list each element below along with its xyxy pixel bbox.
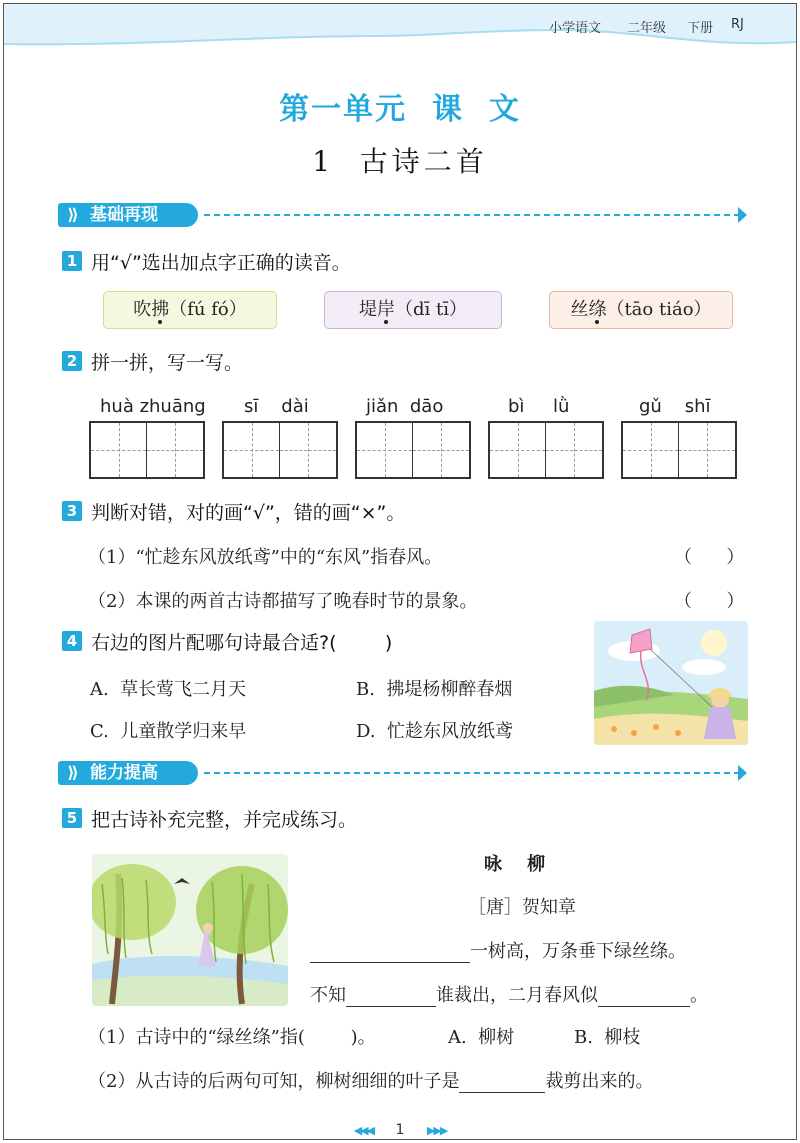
poem-line-1 bbox=[310, 937, 686, 963]
poem-author: ［唐］贺知章 bbox=[468, 897, 576, 918]
q3-statement-2: （2）本课的两首古诗都描写了晚春时节的景象。 bbox=[88, 591, 478, 612]
q3-answer-2[interactable]: （ ） bbox=[674, 591, 745, 612]
q2-prompt: 拼一拼，写一写。 bbox=[91, 352, 244, 374]
writing-grid-4[interactable] bbox=[488, 421, 604, 479]
q1-item-1[interactable] bbox=[103, 291, 277, 329]
poem-line-2-head: 不知 bbox=[310, 985, 346, 1006]
arrows-left-icon: ◀◀◀ bbox=[353, 1124, 374, 1137]
q4-prompt: 右边的图片配哪句诗最合适?( ) bbox=[91, 632, 393, 654]
section-advanced-dashed-line bbox=[204, 772, 740, 774]
willow-illustration bbox=[92, 854, 288, 1006]
kite-girl-illustration bbox=[594, 621, 748, 745]
poem-line-1-text: 一树高，万条垂下绿丝绦。 bbox=[470, 941, 686, 962]
q1-item-1-options: （fú fó） bbox=[169, 299, 247, 320]
pinyin-3: jiǎn dāo bbox=[366, 396, 444, 417]
page-number: 1 bbox=[395, 1122, 405, 1138]
q5-sub1-option-a[interactable]: A. 柳树 bbox=[448, 1027, 515, 1048]
q1-item-2[interactable] bbox=[324, 291, 502, 329]
poem-blank-3[interactable] bbox=[598, 987, 690, 1007]
section-advanced-label: 能力提高 bbox=[90, 763, 158, 783]
pinyin-4: bì lǜ bbox=[508, 396, 570, 417]
q5-sub1-option-b[interactable]: B. 柳枝 bbox=[574, 1027, 641, 1048]
q1-item-2-char: 堤 bbox=[359, 299, 377, 320]
poem-blank-1[interactable] bbox=[310, 943, 470, 963]
runner-icon: ⟫ bbox=[67, 763, 79, 782]
q4-number: 4 bbox=[62, 631, 82, 651]
q4-option-c[interactable]: C. 儿童散学归来早 bbox=[90, 721, 247, 742]
q3-prompt: 判断对错，对的画“√”，错的画“×”。 bbox=[91, 502, 406, 524]
header-wave bbox=[0, 0, 800, 52]
section-advanced-bar bbox=[58, 761, 758, 787]
section-basic-label: 基础再现 bbox=[90, 205, 158, 225]
q3-answer-1[interactable]: （ ） bbox=[674, 547, 745, 568]
q4-option-b[interactable]: B. 拂堤杨柳醉春烟 bbox=[356, 679, 513, 700]
q1-number: 1 bbox=[62, 251, 82, 271]
q4-option-a[interactable]: A. 草长莺飞二月天 bbox=[90, 679, 247, 700]
pinyin-2: sī dài bbox=[244, 396, 309, 417]
poem-blank-2[interactable] bbox=[346, 987, 436, 1007]
q5-sub2 bbox=[88, 1067, 653, 1093]
poem-line-2 bbox=[310, 981, 708, 1007]
q5-prompt: 把古诗补充完整，并完成练习。 bbox=[91, 809, 358, 831]
q1-item-1-dotted-char: 拂 bbox=[151, 299, 170, 320]
section-advanced-tag bbox=[58, 761, 198, 785]
section-basic-bar bbox=[58, 203, 758, 229]
poem-line-2-mid: 谁裁出，二月春风似 bbox=[436, 985, 598, 1006]
page-footer bbox=[0, 1122, 800, 1138]
q4-option-d[interactable]: D. 忙趁东风放纸鸢 bbox=[356, 721, 513, 742]
header-grade: 二年级 bbox=[627, 21, 667, 36]
q5-sub2-head: （2）从古诗的后两句可知，柳树细细的叶子是 bbox=[88, 1071, 460, 1092]
pinyin-5: gǔ shī bbox=[639, 396, 711, 417]
section-basic-tag bbox=[58, 203, 198, 227]
writing-grid-2[interactable] bbox=[222, 421, 338, 479]
q2-number: 2 bbox=[62, 351, 82, 371]
header-term: 下册 bbox=[687, 21, 714, 36]
unit-title: 第一单元 课 文 bbox=[279, 92, 521, 127]
runner-icon: ⟫ bbox=[67, 205, 79, 224]
arrow-right-icon bbox=[738, 765, 747, 781]
q5-sub2-blank[interactable] bbox=[459, 1073, 545, 1093]
poem-title: 咏 柳 bbox=[484, 854, 546, 875]
arrows-right-icon: ▶▶▶ bbox=[426, 1124, 447, 1137]
header-subject: 小学语文 bbox=[549, 21, 602, 36]
q5-sub2-tail: 裁剪出来的。 bbox=[545, 1071, 654, 1092]
writing-grid-1[interactable] bbox=[89, 421, 205, 479]
q1-item-3-options: （tāo tiáo） bbox=[606, 299, 712, 320]
q1-item-3[interactable] bbox=[549, 291, 733, 329]
writing-grid-3[interactable] bbox=[355, 421, 471, 479]
q5-number: 5 bbox=[62, 808, 82, 828]
q5-sub1: （1）古诗中的“绿丝绦”指( )。 bbox=[88, 1027, 376, 1048]
arrow-right-icon bbox=[738, 207, 747, 223]
q1-item-1-char: 吹 bbox=[133, 299, 152, 320]
q3-number: 3 bbox=[62, 501, 82, 521]
q1-item-3-dotted-char: 绦 bbox=[588, 299, 607, 320]
section-basic-dashed-line bbox=[204, 214, 740, 216]
pinyin-1: huà zhuāng bbox=[100, 396, 206, 417]
q1-item-3-char: 丝 bbox=[570, 299, 589, 320]
lesson-title: 1 古诗二首 bbox=[312, 145, 488, 178]
q1-item-2-dotted-char: 岸 bbox=[377, 299, 395, 320]
writing-grid-5[interactable] bbox=[621, 421, 737, 479]
poem-line-2-tail: 。 bbox=[690, 985, 708, 1006]
q1-prompt: 用“√”选出加点字正确的读音。 bbox=[91, 252, 351, 274]
q1-item-2-options: （dī tī） bbox=[395, 299, 467, 320]
header-edition: RJ bbox=[731, 17, 744, 32]
q3-statement-1: （1）“忙趁东风放纸鸢”中的“东风”指春风。 bbox=[88, 547, 443, 568]
